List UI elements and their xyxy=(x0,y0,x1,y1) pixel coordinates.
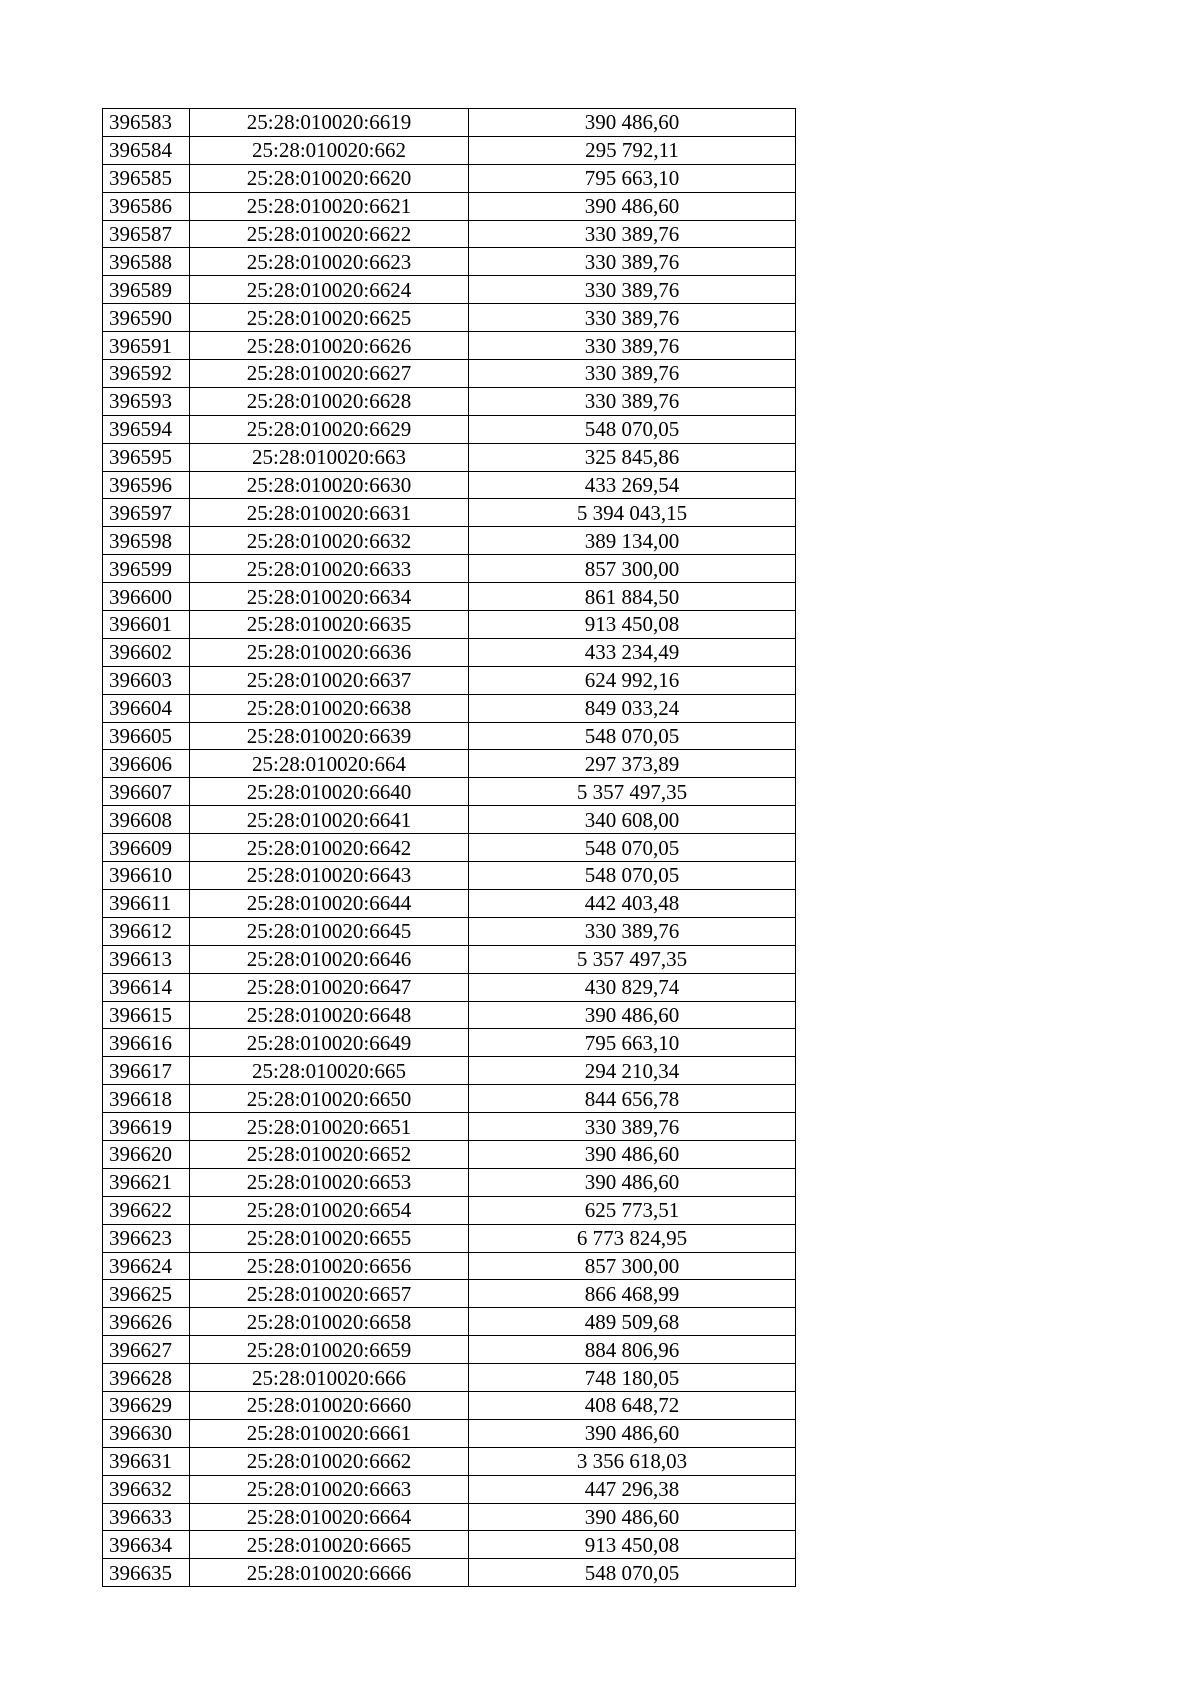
cadastral-number-cell: 25:28:010020:664 xyxy=(190,750,469,778)
table-row xyxy=(103,862,796,890)
cadastral-value-cell: 330 389,76 xyxy=(469,332,796,360)
cadastral-value-cell: 295 792,11 xyxy=(469,136,796,164)
row-number-cell: 396593 xyxy=(103,387,190,415)
cadastral-number-cell: 25:28:010020:6662 xyxy=(190,1447,469,1475)
row-number-cell: 396595 xyxy=(103,443,190,471)
cadastral-value-cell: 390 486,60 xyxy=(469,1419,796,1447)
row-number-cell: 396615 xyxy=(103,1001,190,1029)
table-row xyxy=(103,722,796,750)
cadastral-number-cell: 25:28:010020:6646 xyxy=(190,945,469,973)
table-row xyxy=(103,248,796,276)
table-row xyxy=(103,778,796,806)
table-row xyxy=(103,945,796,973)
row-number-cell: 396590 xyxy=(103,304,190,332)
cadastral-number-cell: 25:28:010020:6635 xyxy=(190,611,469,639)
cadastral-value-cell: 884 806,96 xyxy=(469,1336,796,1364)
cadastral-number-cell: 25:28:010020:6622 xyxy=(190,220,469,248)
table-row xyxy=(103,1224,796,1252)
table-row xyxy=(103,136,796,164)
cadastral-number-cell: 25:28:010020:6630 xyxy=(190,471,469,499)
cadastral-value-cell: 330 389,76 xyxy=(469,220,796,248)
cadastral-value-cell: 5 357 497,35 xyxy=(469,778,796,806)
row-number-cell: 396602 xyxy=(103,638,190,666)
table-row xyxy=(103,834,796,862)
row-number-cell: 396591 xyxy=(103,332,190,360)
row-number-cell: 396627 xyxy=(103,1336,190,1364)
table-row xyxy=(103,164,796,192)
table-row xyxy=(103,1168,796,1196)
cadastral-number-cell: 25:28:010020:6664 xyxy=(190,1503,469,1531)
cadastral-number-cell: 25:28:010020:6653 xyxy=(190,1168,469,1196)
table-row xyxy=(103,443,796,471)
cadastral-value-cell: 548 070,05 xyxy=(469,834,796,862)
table-row xyxy=(103,666,796,694)
table-row xyxy=(103,1001,796,1029)
table-row xyxy=(103,1503,796,1531)
cadastral-value-cell: 6 773 824,95 xyxy=(469,1224,796,1252)
cadastral-number-cell: 25:28:010020:6634 xyxy=(190,583,469,611)
cadastral-value-cell: 390 486,60 xyxy=(469,1503,796,1531)
row-number-cell: 396592 xyxy=(103,360,190,388)
cadastral-number-cell: 25:28:010020:6648 xyxy=(190,1001,469,1029)
row-number-cell: 396622 xyxy=(103,1196,190,1224)
row-number-cell: 396585 xyxy=(103,164,190,192)
cadastral-number-cell: 25:28:010020:6660 xyxy=(190,1391,469,1419)
cadastral-number-cell: 25:28:010020:6623 xyxy=(190,248,469,276)
row-number-cell: 396586 xyxy=(103,192,190,220)
table-row xyxy=(103,360,796,388)
cadastral-value-cell: 390 486,60 xyxy=(469,1140,796,1168)
row-number-cell: 396589 xyxy=(103,276,190,304)
row-number-cell: 396635 xyxy=(103,1559,190,1587)
cadastral-value-cell: 390 486,60 xyxy=(469,192,796,220)
row-number-cell: 396588 xyxy=(103,248,190,276)
table-row xyxy=(103,109,796,137)
table-row xyxy=(103,471,796,499)
row-number-cell: 396587 xyxy=(103,220,190,248)
row-number-cell: 396629 xyxy=(103,1391,190,1419)
row-number-cell: 396630 xyxy=(103,1419,190,1447)
cadastral-value-cell: 624 992,16 xyxy=(469,666,796,694)
cadastral-number-cell: 25:28:010020:6620 xyxy=(190,164,469,192)
row-number-cell: 396601 xyxy=(103,611,190,639)
cadastral-number-cell: 25:28:010020:6638 xyxy=(190,694,469,722)
cadastral-value-cell: 795 663,10 xyxy=(469,1029,796,1057)
table-row xyxy=(103,1364,796,1392)
row-number-cell: 396625 xyxy=(103,1280,190,1308)
cadastral-number-cell: 25:28:010020:6631 xyxy=(190,499,469,527)
cadastral-number-cell: 25:28:010020:6645 xyxy=(190,917,469,945)
table-body xyxy=(103,109,796,1587)
table-row xyxy=(103,1113,796,1141)
cadastral-number-cell: 25:28:010020:6666 xyxy=(190,1559,469,1587)
row-number-cell: 396634 xyxy=(103,1531,190,1559)
table-row xyxy=(103,1391,796,1419)
row-number-cell: 396618 xyxy=(103,1085,190,1113)
cadastral-number-cell: 25:28:010020:6625 xyxy=(190,304,469,332)
cadastral-number-cell: 25:28:010020:6647 xyxy=(190,973,469,1001)
cadastral-value-cell: 330 389,76 xyxy=(469,1113,796,1141)
cadastral-value-cell: 330 389,76 xyxy=(469,304,796,332)
table-row xyxy=(103,387,796,415)
table-row xyxy=(103,1057,796,1085)
row-number-cell: 396633 xyxy=(103,1503,190,1531)
row-number-cell: 396620 xyxy=(103,1140,190,1168)
cadastral-value-cell: 294 210,34 xyxy=(469,1057,796,1085)
cadastral-value-cell: 548 070,05 xyxy=(469,862,796,890)
cadastral-number-cell: 25:28:010020:6650 xyxy=(190,1085,469,1113)
row-number-cell: 396628 xyxy=(103,1364,190,1392)
row-number-cell: 396583 xyxy=(103,109,190,137)
row-number-cell: 396616 xyxy=(103,1029,190,1057)
table-row xyxy=(103,750,796,778)
row-number-cell: 396614 xyxy=(103,973,190,1001)
cadastral-value-cell: 3 356 618,03 xyxy=(469,1447,796,1475)
cadastral-value-cell: 390 486,60 xyxy=(469,109,796,137)
cadastral-number-cell: 25:28:010020:6627 xyxy=(190,360,469,388)
table-row xyxy=(103,1308,796,1336)
table-row xyxy=(103,1531,796,1559)
table-row xyxy=(103,694,796,722)
cadastral-number-cell: 25:28:010020:6637 xyxy=(190,666,469,694)
row-number-cell: 396584 xyxy=(103,136,190,164)
row-number-cell: 396624 xyxy=(103,1252,190,1280)
table-row xyxy=(103,1559,796,1587)
table-row xyxy=(103,1085,796,1113)
cadastral-value-cell: 340 608,00 xyxy=(469,806,796,834)
cadastral-value-cell: 489 509,68 xyxy=(469,1308,796,1336)
table-row xyxy=(103,638,796,666)
cadastral-number-cell: 25:28:010020:6621 xyxy=(190,192,469,220)
cadastral-number-cell: 25:28:010020:6641 xyxy=(190,806,469,834)
row-number-cell: 396623 xyxy=(103,1224,190,1252)
cadastral-number-cell: 25:28:010020:6640 xyxy=(190,778,469,806)
cadastral-number-cell: 25:28:010020:6652 xyxy=(190,1140,469,1168)
row-number-cell: 396612 xyxy=(103,917,190,945)
row-number-cell: 396603 xyxy=(103,666,190,694)
cadastral-value-cell: 913 450,08 xyxy=(469,611,796,639)
cadastral-value-cell: 325 845,86 xyxy=(469,443,796,471)
cadastral-value-cell: 861 884,50 xyxy=(469,583,796,611)
row-number-cell: 396611 xyxy=(103,889,190,917)
table-row xyxy=(103,1419,796,1447)
cadastral-number-cell: 25:28:010020:6649 xyxy=(190,1029,469,1057)
table-row xyxy=(103,1280,796,1308)
cadastral-value-cell: 430 829,74 xyxy=(469,973,796,1001)
table-row xyxy=(103,220,796,248)
table-row xyxy=(103,806,796,834)
cadastral-value-cell: 447 296,38 xyxy=(469,1475,796,1503)
cadastral-value-cell: 5 357 497,35 xyxy=(469,945,796,973)
cadastral-number-cell: 25:28:010020:6651 xyxy=(190,1113,469,1141)
cadastral-number-cell: 25:28:010020:6661 xyxy=(190,1419,469,1447)
cadastral-value-cell: 548 070,05 xyxy=(469,415,796,443)
row-number-cell: 396599 xyxy=(103,555,190,583)
cadastral-number-cell: 25:28:010020:6642 xyxy=(190,834,469,862)
table-row xyxy=(103,1196,796,1224)
row-number-cell: 396621 xyxy=(103,1168,190,1196)
cadastral-value-cell: 442 403,48 xyxy=(469,889,796,917)
cadastral-value-cell: 330 389,76 xyxy=(469,248,796,276)
cadastral-value-cell: 408 648,72 xyxy=(469,1391,796,1419)
cadastral-number-cell: 25:28:010020:6628 xyxy=(190,387,469,415)
row-number-cell: 396613 xyxy=(103,945,190,973)
table-row xyxy=(103,1447,796,1475)
cadastral-value-cell: 548 070,05 xyxy=(469,1559,796,1587)
table-row xyxy=(103,1336,796,1364)
table-row xyxy=(103,1475,796,1503)
table-row xyxy=(103,973,796,1001)
row-number-cell: 396619 xyxy=(103,1113,190,1141)
cadastral-number-cell: 25:28:010020:662 xyxy=(190,136,469,164)
cadastral-number-cell: 25:28:010020:6657 xyxy=(190,1280,469,1308)
table-row xyxy=(103,276,796,304)
cadastral-number-cell: 25:28:010020:665 xyxy=(190,1057,469,1085)
cadastral-number-cell: 25:28:010020:6632 xyxy=(190,527,469,555)
cadastral-number-cell: 25:28:010020:6654 xyxy=(190,1196,469,1224)
row-number-cell: 396631 xyxy=(103,1447,190,1475)
row-number-cell: 396610 xyxy=(103,862,190,890)
cadastral-value-cell: 857 300,00 xyxy=(469,1252,796,1280)
table-row xyxy=(103,611,796,639)
table-row xyxy=(103,1252,796,1280)
cadastral-number-cell: 25:28:010020:6633 xyxy=(190,555,469,583)
cadastral-number-cell: 25:28:010020:6665 xyxy=(190,1531,469,1559)
cadastral-value-cell: 5 394 043,15 xyxy=(469,499,796,527)
row-number-cell: 396594 xyxy=(103,415,190,443)
cadastral-value-cell: 795 663,10 xyxy=(469,164,796,192)
table-row xyxy=(103,192,796,220)
row-number-cell: 396609 xyxy=(103,834,190,862)
row-number-cell: 396605 xyxy=(103,722,190,750)
cadastral-value-cell: 330 389,76 xyxy=(469,360,796,388)
table-row xyxy=(103,583,796,611)
cadastral-value-cell: 433 269,54 xyxy=(469,471,796,499)
table-row xyxy=(103,1140,796,1168)
row-number-cell: 396606 xyxy=(103,750,190,778)
cadastral-number-cell: 25:28:010020:6619 xyxy=(190,109,469,137)
table-row xyxy=(103,332,796,360)
row-number-cell: 396597 xyxy=(103,499,190,527)
cadastral-value-cell: 866 468,99 xyxy=(469,1280,796,1308)
cadastral-value-cell: 433 234,49 xyxy=(469,638,796,666)
cadastral-value-cell: 748 180,05 xyxy=(469,1364,796,1392)
cadastral-value-cell: 330 389,76 xyxy=(469,276,796,304)
cadastral-value-cell: 330 389,76 xyxy=(469,387,796,415)
cadastral-value-cell: 625 773,51 xyxy=(469,1196,796,1224)
cadastral-number-cell: 25:28:010020:6626 xyxy=(190,332,469,360)
cadastral-number-cell: 25:28:010020:6656 xyxy=(190,1252,469,1280)
cadastral-number-cell: 25:28:010020:6629 xyxy=(190,415,469,443)
row-number-cell: 396632 xyxy=(103,1475,190,1503)
cadastral-value-cell: 548 070,05 xyxy=(469,722,796,750)
cadastral-number-cell: 25:28:010020:6658 xyxy=(190,1308,469,1336)
row-number-cell: 396596 xyxy=(103,471,190,499)
table-row xyxy=(103,415,796,443)
cadastral-number-cell: 25:28:010020:666 xyxy=(190,1364,469,1392)
table-row xyxy=(103,304,796,332)
cadastral-number-cell: 25:28:010020:663 xyxy=(190,443,469,471)
row-number-cell: 396604 xyxy=(103,694,190,722)
row-number-cell: 396600 xyxy=(103,583,190,611)
table-row xyxy=(103,889,796,917)
table-row xyxy=(103,499,796,527)
row-number-cell: 396626 xyxy=(103,1308,190,1336)
cadastral-value-cell: 389 134,00 xyxy=(469,527,796,555)
table-row xyxy=(103,1029,796,1057)
row-number-cell: 396598 xyxy=(103,527,190,555)
cadastral-number-cell: 25:28:010020:6659 xyxy=(190,1336,469,1364)
row-number-cell: 396617 xyxy=(103,1057,190,1085)
cadastral-number-cell: 25:28:010020:6644 xyxy=(190,889,469,917)
cadastral-value-cell: 390 486,60 xyxy=(469,1168,796,1196)
cadastral-number-cell: 25:28:010020:6639 xyxy=(190,722,469,750)
cadastral-value-cell: 857 300,00 xyxy=(469,555,796,583)
cadastral-number-cell: 25:28:010020:6655 xyxy=(190,1224,469,1252)
cadastral-value-cell: 330 389,76 xyxy=(469,917,796,945)
row-number-cell: 396608 xyxy=(103,806,190,834)
cadastral-value-cell: 913 450,08 xyxy=(469,1531,796,1559)
cadastral-value-cell: 849 033,24 xyxy=(469,694,796,722)
cadastral-number-cell: 25:28:010020:6643 xyxy=(190,862,469,890)
table-row xyxy=(103,917,796,945)
cadastral-number-cell: 25:28:010020:6663 xyxy=(190,1475,469,1503)
cadastral-value-table xyxy=(102,108,796,1587)
row-number-cell: 396607 xyxy=(103,778,190,806)
cadastral-value-cell: 297 373,89 xyxy=(469,750,796,778)
cadastral-number-cell: 25:28:010020:6636 xyxy=(190,638,469,666)
cadastral-number-cell: 25:28:010020:6624 xyxy=(190,276,469,304)
cadastral-value-cell: 844 656,78 xyxy=(469,1085,796,1113)
cadastral-value-cell: 390 486,60 xyxy=(469,1001,796,1029)
table-row xyxy=(103,555,796,583)
table-row xyxy=(103,527,796,555)
